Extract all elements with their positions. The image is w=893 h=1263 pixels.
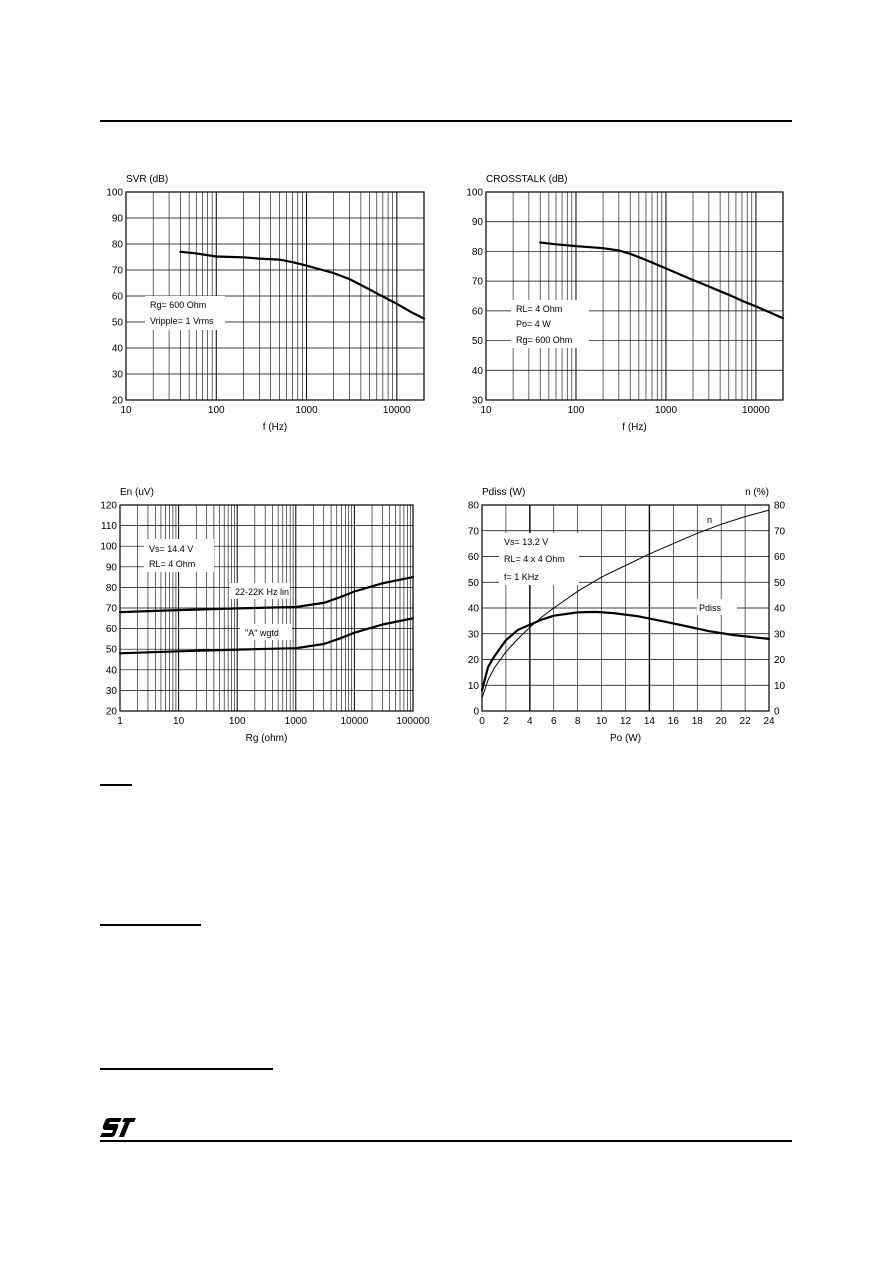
y-tick-label: 20 <box>105 706 117 718</box>
annotation-label: "A" wgtd <box>245 628 279 638</box>
annotation-label: 22-22K Hz lin <box>235 587 290 597</box>
y-right-tick-label: 10 <box>774 680 786 692</box>
x-tick-label: 100 <box>567 405 585 416</box>
x-tick-label: 1000 <box>654 405 678 416</box>
annotation-label: Pdiss <box>699 603 722 613</box>
y-tick-label: 50 <box>105 644 117 656</box>
y-tick-label: 20 <box>111 395 123 407</box>
y-tick-label: 40 <box>467 603 479 615</box>
annotation-label: Rg= 600 Ohm <box>150 300 207 310</box>
y-tick-label: 30 <box>467 629 479 641</box>
y-tick-label: 20 <box>467 655 479 666</box>
y-tick-label: 10 <box>467 680 479 692</box>
y-tick-label: 120 <box>100 500 117 512</box>
y-tick-label: 70 <box>471 276 483 288</box>
x-tick-label: 1000 <box>284 716 307 727</box>
y-tick-label: 50 <box>111 317 123 329</box>
y-right-tick-label: 60 <box>774 552 786 563</box>
x-tick-label: 0 <box>479 716 485 727</box>
annotation-label: Po= 4 W <box>516 319 551 329</box>
y-tick-label: 70 <box>467 526 479 538</box>
y-tick-label: 100 <box>466 187 483 199</box>
y-tick-label: 90 <box>111 213 123 225</box>
y-tick-label: 50 <box>467 577 479 589</box>
y-tick-label: 90 <box>105 562 117 574</box>
annotation-label: Vripple= 1 Vrms <box>150 316 214 326</box>
y-tick-label: 80 <box>105 582 117 594</box>
y-right-tick-label: 80 <box>774 500 786 512</box>
y-tick-label: 40 <box>105 665 117 677</box>
x-tick-label: 6 <box>550 716 557 727</box>
y-tick-label: 70 <box>111 265 123 277</box>
y-tick-label: 60 <box>471 306 483 318</box>
x-tick-label: 10000 <box>340 716 369 727</box>
x-tick-label: 100 <box>228 716 246 727</box>
x-tick-label: 2 <box>503 716 509 727</box>
x-tick-label: 8 <box>574 716 581 727</box>
y-right-tick-label: 30 <box>774 629 786 641</box>
annotation-label: f= 1 KHz <box>504 572 539 582</box>
x-tick-label: 16 <box>667 716 679 727</box>
chart-2 <box>466 174 783 433</box>
y-tick-label: 80 <box>467 500 479 512</box>
plot-frame <box>486 192 783 400</box>
annotation-label: Vs= 14.4 V <box>149 544 194 554</box>
y-tick-label: 100 <box>100 541 117 553</box>
chart-1 <box>106 174 424 433</box>
x-tick-label: 18 <box>691 716 703 727</box>
y-axis-title: CROSSTALK (dB) <box>486 174 568 185</box>
x-axis-title: Rg (ohm) <box>245 733 288 744</box>
x-tick-label: 4 <box>527 716 533 727</box>
y-tick-label: 60 <box>111 291 123 303</box>
y-tick-label: 80 <box>111 239 123 251</box>
y-tick-label: 60 <box>105 624 117 636</box>
chart-3 <box>100 487 430 744</box>
y-right-tick-label: 40 <box>774 603 786 615</box>
y-right-tick-label: 70 <box>774 526 786 538</box>
y-tick-label: 60 <box>467 552 479 563</box>
x-tick-label: 10 <box>120 405 132 416</box>
y-tick-label: 30 <box>105 685 117 697</box>
y-right-tick-label: 50 <box>774 577 786 589</box>
y-tick-label: 30 <box>471 395 483 407</box>
y-tick-label: 40 <box>111 343 123 355</box>
y-right-tick-label: 0 <box>774 706 780 718</box>
x-tick-label: 100 <box>207 405 225 416</box>
x-tick-label: 10000 <box>382 405 411 416</box>
annotation-label: RL= 4 x 4 Ohm <box>504 554 565 564</box>
annotation-label: Vs= 13.2 V <box>504 537 549 547</box>
chart-4 <box>468 487 786 744</box>
x-tick-label: 22 <box>739 716 751 727</box>
x-axis-title: f (Hz) <box>262 422 288 433</box>
x-tick-label: 10 <box>596 716 608 727</box>
x-tick-label: 14 <box>643 716 655 727</box>
x-axis-title: Po (W) <box>609 733 642 744</box>
x-tick-label: 24 <box>763 716 775 727</box>
y-tick-label: 110 <box>101 521 117 533</box>
y-tick-label: 40 <box>471 365 483 377</box>
y-tick-label: 30 <box>111 369 123 381</box>
y-axis-title: SVR (dB) <box>126 174 169 185</box>
y-tick-label: 80 <box>471 246 483 258</box>
annotation-label: RL= 4 Ohm <box>149 559 196 569</box>
x-tick-label: 10000 <box>742 405 770 416</box>
y-right-tick-label: 20 <box>774 655 786 666</box>
x-tick-label: 12 <box>619 716 632 727</box>
y-tick-label: 100 <box>106 187 123 199</box>
y-axis-title: Pdiss (W) <box>482 487 526 498</box>
y-axis-title: En (uV) <box>120 487 154 498</box>
x-tick-label: 10 <box>173 716 185 727</box>
x-tick-label: 20 <box>715 716 727 727</box>
y-tick-label: 50 <box>471 336 483 348</box>
y-tick-label: 0 <box>473 706 479 718</box>
x-tick-label: 100000 <box>396 716 430 727</box>
x-tick-label: 1000 <box>295 405 318 416</box>
x-axis-title: f (Hz) <box>622 422 647 433</box>
x-tick-label: 10 <box>480 405 492 416</box>
y-right-axis-title: n (%) <box>745 487 769 498</box>
annotation-label: RL= 4 Ohm <box>516 304 563 314</box>
x-tick-label: 1 <box>117 716 123 727</box>
annotation-label: n <box>707 515 713 525</box>
y-tick-label: 70 <box>105 603 117 615</box>
y-tick-label: 90 <box>471 217 483 229</box>
annotation-label: Rg= 600 Ohm <box>516 335 573 345</box>
